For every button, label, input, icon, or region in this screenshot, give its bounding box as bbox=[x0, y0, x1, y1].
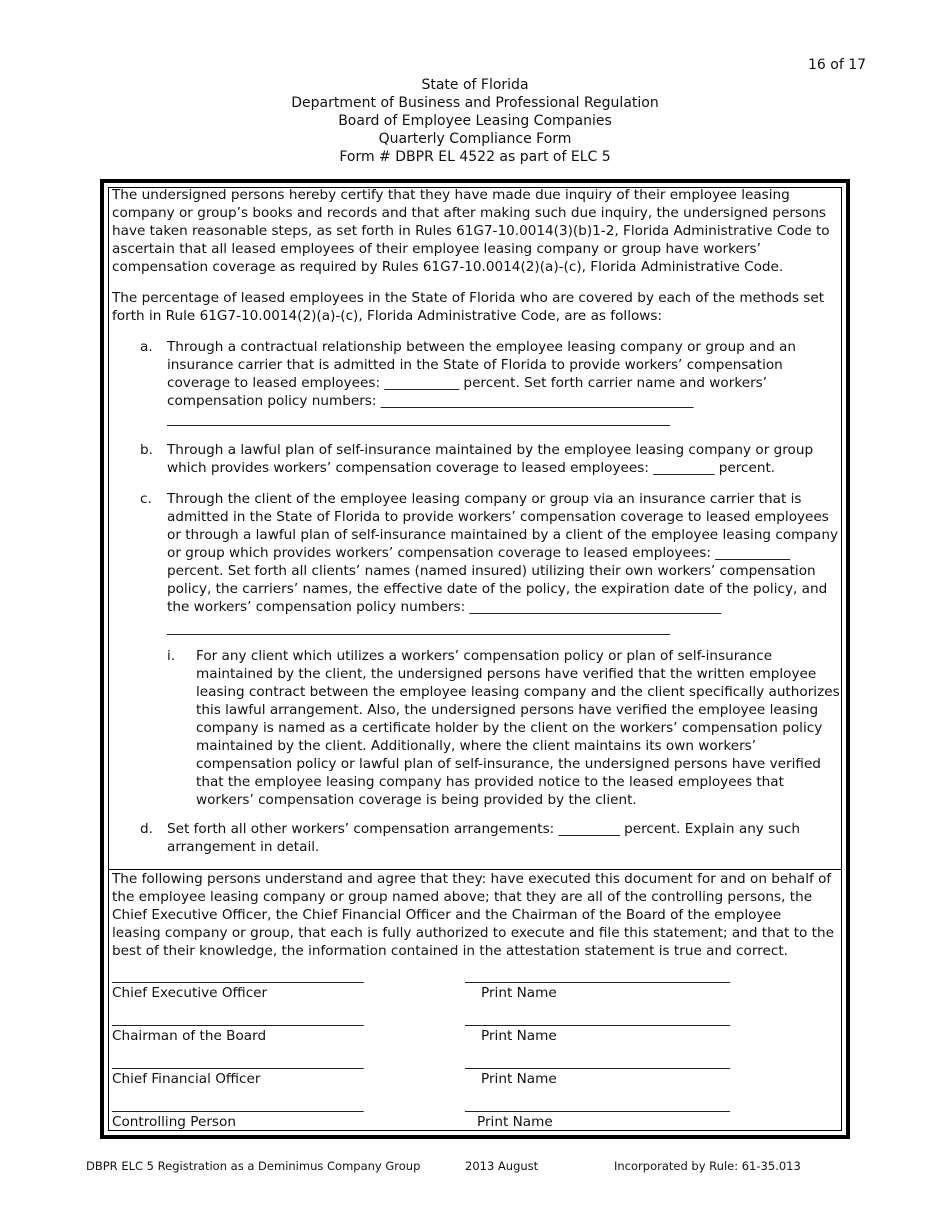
text-line: Through the client of the employee leasing company or group via an insurance carrier that is bbox=[167, 491, 802, 507]
text-line: compensation policy or lawful plan of self-insurance, the undersigned persons have verified bbox=[196, 756, 821, 772]
text-line: maintained by the client, the undersigned persons have verified that the written employee bbox=[196, 666, 817, 682]
text-line: For any client which utilizes a workers’ compensation policy or plan of self-insurance bbox=[196, 648, 773, 664]
header-form-number: Form # DBPR EL 4522 as part of ELC 5 bbox=[339, 149, 611, 165]
text-line: admitted in the State of Florida to provide workers’ compensation coverage to leased employees bbox=[167, 509, 829, 525]
text-line: __________________________________________________________________________ bbox=[167, 620, 670, 636]
text-line: best of their knowledge, the information contained in the attestation statement is true and correct. bbox=[112, 943, 788, 959]
list-marker: a. bbox=[140, 339, 153, 355]
print-name-line[interactable]: _______________________________________ bbox=[465, 968, 731, 984]
header-form-title: Quarterly Compliance Form bbox=[378, 131, 572, 147]
header-board: Board of Employee Leasing Companies bbox=[338, 113, 612, 129]
text-line: the workers’ compensation policy numbers: _____________________________________ bbox=[167, 599, 721, 615]
text-line: company is named as a certificate holder by the client on the workers’ compensation policy bbox=[196, 720, 823, 736]
text-line: the employee leasing company or group named above; that they are all of the controlling persons, the bbox=[112, 889, 813, 905]
text-line: __________________________________________________________________________ bbox=[167, 411, 670, 427]
list-marker: c. bbox=[140, 491, 152, 507]
header-state: State of Florida bbox=[421, 77, 529, 93]
signature-line[interactable]: _____________________________________ bbox=[112, 968, 364, 984]
signature-line[interactable]: _____________________________________ bbox=[112, 1011, 364, 1027]
print-name-label: Print Name bbox=[477, 1114, 553, 1130]
signature-title: Chief Executive Officer bbox=[112, 985, 268, 1001]
text-line: or through a lawful plan of self-insurance maintained by a client of the employee leasing company bbox=[167, 527, 839, 543]
text-line: The percentage of leased employees in the State of Florida who are covered by each of the methods set bbox=[112, 290, 825, 306]
header-department: Department of Business and Professional Regulation bbox=[291, 95, 659, 111]
text-line: The undersigned persons hereby certify that they have made due inquiry of their employee leasing bbox=[112, 187, 790, 203]
signature-title: Chief Financial Officer bbox=[112, 1071, 261, 1087]
list-marker: i. bbox=[167, 648, 176, 664]
list-marker: b. bbox=[140, 442, 153, 458]
text-line: that the employee leasing company has provided notice to the leased employees that bbox=[196, 774, 784, 790]
text-line: policy, the carriers’ names, the effective date of the policy, the expiration date of the policy, and bbox=[167, 581, 828, 597]
print-name-label: Print Name bbox=[481, 1028, 557, 1044]
text-line: arrangement in detail. bbox=[167, 839, 320, 855]
signature-line[interactable]: _____________________________________ bbox=[112, 1097, 364, 1113]
footer-date: 2013 August bbox=[465, 1159, 539, 1173]
text-line: or group which provides workers’ compensation coverage to leased employees: ___________ bbox=[167, 545, 791, 561]
text-line: Through a contractual relationship between the employee leasing company or group and an bbox=[167, 339, 796, 355]
print-name-label: Print Name bbox=[481, 1071, 557, 1087]
page-number: 16 of 17 bbox=[808, 57, 867, 73]
signature-line[interactable]: _____________________________________ bbox=[112, 1054, 364, 1070]
text-line: forth in Rule 61G7-10.0014(2)(a)-(c), Florida Administrative Code, are as follows: bbox=[112, 308, 663, 324]
print-name-label: Print Name bbox=[481, 985, 557, 1001]
text-line: ascertain that all leased employees of their employee leasing company or group have workers’ bbox=[112, 241, 761, 257]
text-line: The following persons understand and agree that they: have executed this document for and on behalf of bbox=[112, 871, 832, 887]
text-line: Set forth all other workers’ compensation arrangements: _________ percent. Explain any such bbox=[167, 821, 800, 837]
text-line: Through a lawful plan of self-insurance maintained by the employee leasing company or group bbox=[167, 442, 814, 458]
list-marker: d. bbox=[140, 821, 153, 837]
text-line: workers’ compensation coverage is being provided by the client. bbox=[196, 792, 637, 808]
text-line: leasing company or group, that each is fully authorized to execute and file this statement; and that to the bbox=[112, 925, 834, 941]
text-line: have taken reasonable steps, as set forth in Rules 61G7-10.0014(3)(b)1-2, Florida Administrative Code to bbox=[112, 223, 830, 239]
signature-title: Chairman of the Board bbox=[112, 1028, 267, 1044]
text-line: coverage to leased employees: ___________ percent. Set forth carrier name and workers’ bbox=[167, 375, 768, 391]
print-name-line[interactable]: _______________________________________ bbox=[465, 1097, 731, 1113]
text-line: maintained by the client. Additionally, where the client maintains its own workers’ bbox=[196, 738, 757, 754]
footer-rule: Incorporated by Rule: 61-35.013 bbox=[614, 1159, 801, 1173]
print-name-line[interactable]: _______________________________________ bbox=[465, 1011, 731, 1027]
text-line: insurance carrier that is admitted in the State of Florida to provide workers’ compensation bbox=[167, 357, 783, 373]
text-line: compensation policy numbers: ______________________________________________ bbox=[167, 393, 694, 409]
footer-form-name: DBPR ELC 5 Registration as a Deminimus Company Group bbox=[86, 1159, 421, 1173]
text-line: compensation coverage as required by Rules 61G7-10.0014(2)(a)-(c), Florida Administrative Code. bbox=[112, 259, 784, 275]
print-name-line[interactable]: _______________________________________ bbox=[465, 1054, 731, 1070]
signature-title: Controlling Person bbox=[112, 1114, 236, 1130]
text-line: percent. Set forth all clients’ names (named insured) utilizing their own workers’ compensation bbox=[167, 563, 816, 579]
form-header bbox=[0, 76, 950, 166]
text-line: which provides workers’ compensation coverage to leased employees: _________ percent. bbox=[167, 460, 776, 476]
text-line: leasing contract between the employee leasing company and the client specifically authorizes bbox=[196, 684, 840, 700]
text-line: Chief Executive Officer, the Chief Financial Officer and the Chairman of the Board of the employee bbox=[112, 907, 782, 923]
text-line: company or group’s books and records and that after making such due inquiry, the undersigned persons bbox=[112, 205, 827, 221]
text-line: this lawful arrangement. Also, the undersigned persons have verified the employee leasing bbox=[196, 702, 819, 718]
